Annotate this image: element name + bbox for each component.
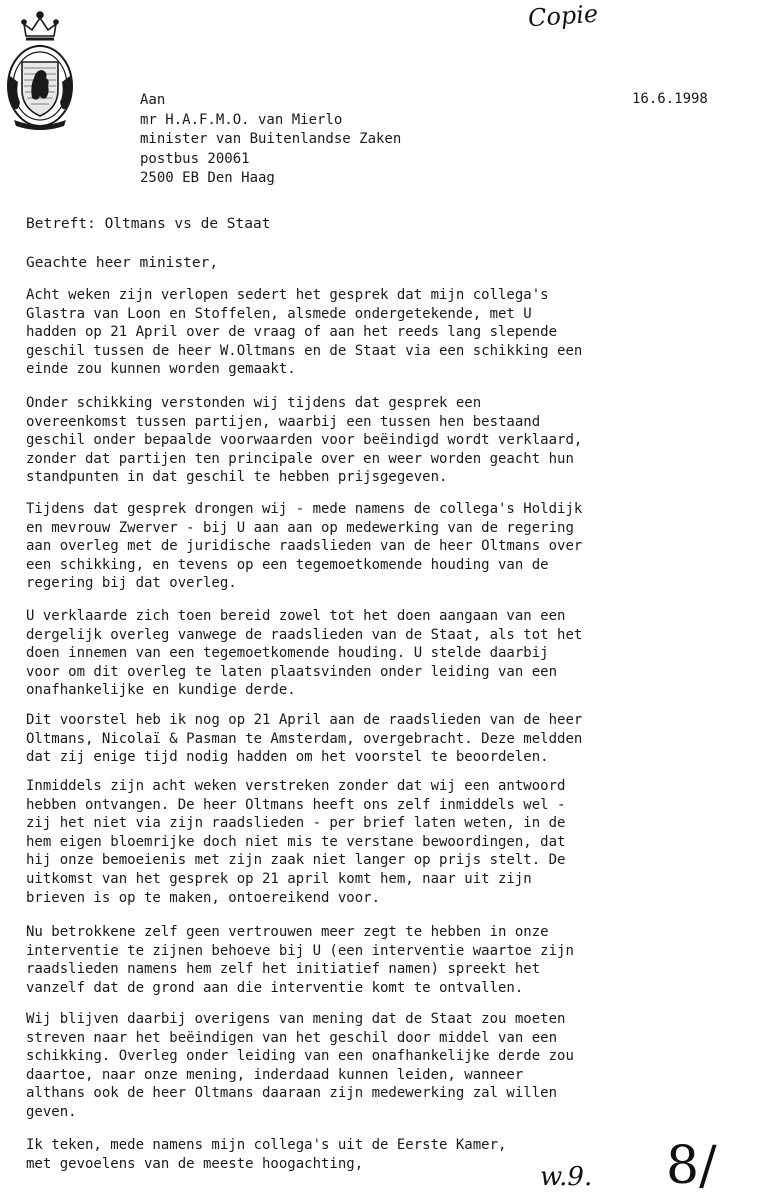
paragraph-line: Onder schikking verstonden wij tijdens dat gesprek een [26,395,482,411]
paragraph-line: brieven is op te maken, ontoereikend voor. [26,889,381,906]
letter-subject: Betreft: Oltmans vs de Staat [26,216,271,232]
address-line: 2500 EB Den Haag [140,170,275,186]
paragraph-line: Nu betrokkene zelf geen vertrouwen meer zegt te hebben in onze [26,924,549,940]
paragraph-line: overeenkomst tussen partijen, waarbij een tussen hen bestaand [26,413,541,430]
paragraph-line: regering bij dat overleg. [26,575,237,592]
paragraph-line: streven naar het beëindigen van het geschil door middel van een [26,1029,558,1046]
paragraph-line: met gevoelens van de meeste hoogachting, [26,1155,364,1172]
paragraph-line: uitkomst van het gesprek op 21 april komt hem, naar uit zijn [26,870,532,887]
paragraph-line: Tijdens dat gesprek drongen wij - mede namens de collega's Holdijk [26,501,583,517]
paragraph-line: hebben ontvangen. De heer Oltmans heeft ons zelf inmiddels wel - [26,796,566,813]
paragraph-line: einde zou kunnen worden gemaakt. [26,361,296,378]
paragraph-line: voor om dit overleg te laten plaatsvinden onder leiding van een [26,663,558,680]
paragraph-line: aan overleg met de juridische raadslieden van de heer Oltmans over [26,538,583,555]
paragraph-line: onafhankelijke en kundige derde. [26,682,296,699]
body-paragraph [26,500,774,593]
body-paragraph [26,923,774,997]
paragraph-line: hij onze bemoeienis met zijn zaak niet langer op prijs stelt. De [26,852,566,869]
paragraph-line: een schikking, en tevens op een tegemoetkomende houding van de [26,556,549,573]
paragraph-line: dergelijk overleg vanwege de raadslieden van de Staat, als tot het [26,626,583,643]
paragraph-line: Inmiddels zijn acht weken verstreken zonder dat wij een antwoord [26,778,566,794]
body-paragraph [26,711,774,767]
letter-salutation: Geachte heer minister, [26,255,219,271]
paragraph-line: daartoe, naar onze mening, inderdaad kunnen leiden, wanneer [26,1066,524,1083]
paragraph-line: Ik teken, mede namens mijn collega's uit de Eerste Kamer, [26,1137,507,1153]
paragraph-line: Dit voorstel heb ik nog op 21 April aan de raadslieden van de heer [26,712,583,728]
royal-coat-of-arms-icon [4,6,76,130]
body-paragraph [26,1010,774,1122]
paragraph-line: standpunten in dat geschil te hebben prijsgegeven. [26,469,448,486]
paragraph-line: raadslieden namens hem zelf het initiatief namen) spreekt het [26,961,541,978]
address-line: minister van Buitenlandse Zaken [140,131,402,147]
body-paragraph [26,286,774,379]
closing-paragraph [26,1136,774,1173]
body-paragraph [26,394,774,487]
paragraph-line: althans ook de heer Oltmans daaraan zijn medewerking zal willen [26,1085,558,1102]
signature-initials: w.9. [540,1162,593,1192]
paragraph-line: Glastra van Loon en Stoffelen, alsmede ondergetekende, met U [26,305,532,322]
paragraph-line: vanzelf dat de grond aan die interventie komt te ontvallen. [26,979,524,996]
paragraph-line: zonder dat partijen ten principale over en weer worden geacht hun [26,450,574,467]
paragraph-line: geschil tussen de heer W.Oltmans en de Staat via een schikking een [26,342,583,359]
body-paragraph [26,777,774,907]
paragraph-line: hem eigen bloemrijke doch niet mis te verstane bewoordingen, dat [26,833,566,850]
paragraph-line: zij het niet via zijn raadslieden - per brief laten weten, in de [26,815,566,832]
paragraph-line: Oltmans, Nicolaï & Pasman te Amsterdam, overgebracht. Deze meldden [26,730,583,747]
paragraph-line: en mevrouw Zwerver - bij U aan aan op medewerking van de regering [26,519,574,536]
body-paragraph [26,607,774,700]
paragraph-line: schikking. Overleg onder leiding van een onafhankelijke derde zou [26,1048,574,1065]
address-line: Aan [140,92,166,108]
paragraph-line: dat zij enige tijd nodig hadden om het voorstel te beoordelen. [26,749,549,766]
recipient-address [140,91,401,189]
paragraph-line: geven. [26,1103,77,1120]
paragraph-line: U verklaarde zich toen bereid zowel tot het doen aangaan van een [26,608,566,624]
paragraph-line: Acht weken zijn verlopen sedert het gesprek dat mijn collega's [26,287,549,303]
address-line: mr H.A.F.M.O. van Mierlo [140,111,343,128]
letter-date: 16.6.1998 [632,91,708,107]
address-line: postbus 20061 [140,150,250,167]
paragraph-line: doen innemen van een tegemoetkomende houding. U stelde daarbij [26,645,549,662]
handwritten-copy-mark: Copie [527,0,599,33]
signature-mark: 8/ [666,1136,717,1196]
paragraph-line: geschil onder bepaalde voorwaarden voor beëindigd wordt verklaard, [26,432,583,449]
paragraph-line: Wij blijven daarbij overigens van mening dat de Staat zou moeten [26,1011,566,1027]
paragraph-line: interventie te zijnen behoeve bij U (een interventie waartoe zijn [26,942,574,959]
paragraph-line: hadden op 21 April over de vraag of aan het reeds lang slepende [26,324,558,341]
